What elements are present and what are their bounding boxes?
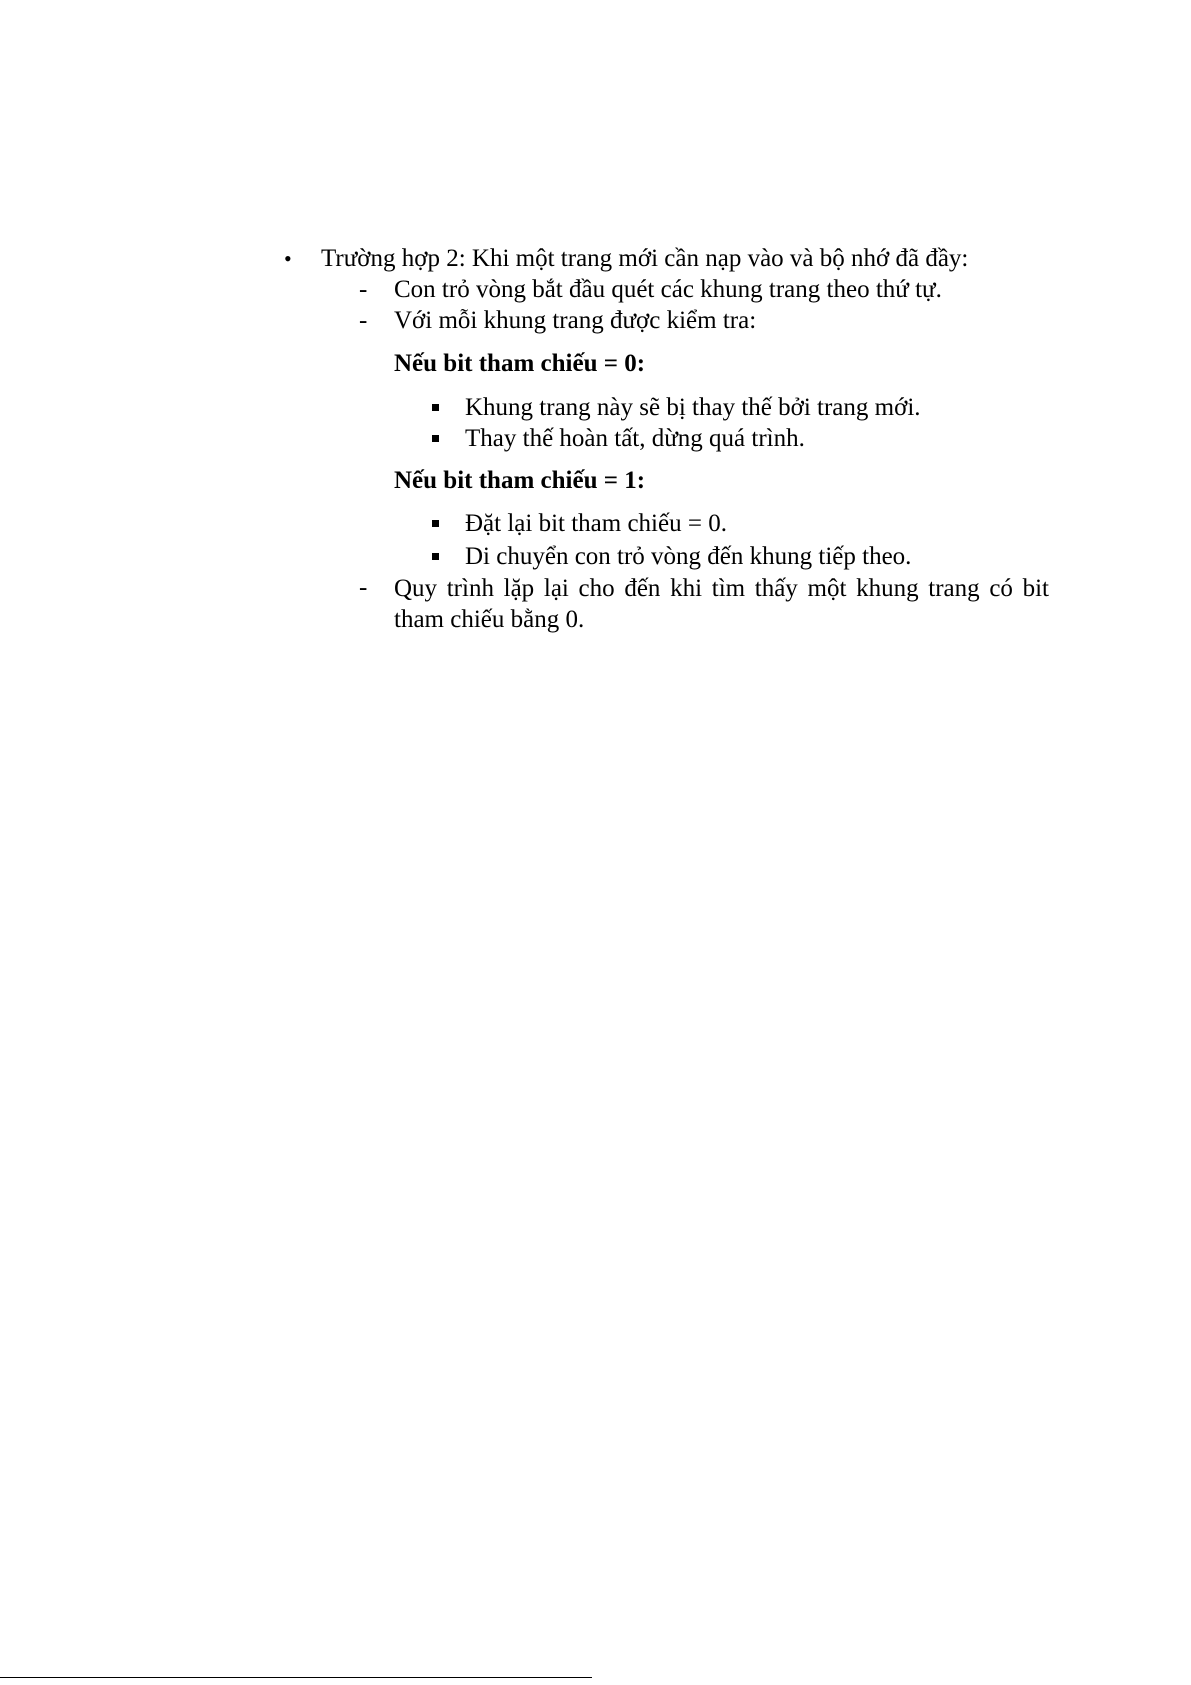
square-bullet-icon (432, 520, 439, 527)
step-2-text: Với mỗi khung trang được kiểm tra: (394, 307, 757, 334)
square-bullet-icon (432, 404, 439, 411)
dash-marker: - (359, 276, 368, 303)
dash-marker: - (359, 307, 368, 334)
bullet-dot: • (284, 246, 292, 271)
footer-divider (0, 1677, 592, 1678)
condition-zero-heading: Nếu bit tham chiếu = 0: (394, 350, 646, 377)
condition-zero-item: Thay thế hoàn tất, dừng quá trình. (465, 425, 805, 452)
condition-one-item: Di chuyển con trỏ vòng đến khung tiếp theo. (465, 543, 912, 570)
square-bullet-icon (432, 553, 439, 560)
square-bullet-icon (432, 435, 439, 442)
condition-one-item: Đặt lại bit tham chiếu = 0. (465, 510, 727, 537)
condition-one-heading: Nếu bit tham chiếu = 1: (394, 467, 646, 494)
condition-zero-item: Khung trang này sẽ bị thay thế bởi trang mới. (465, 394, 921, 421)
case-heading: Trường hợp 2: Khi một trang mới cần nạp vào và bộ nhớ đã đầy: (321, 245, 969, 272)
step-1-text: Con trỏ vòng bắt đầu quét các khung trang theo thứ tự. (394, 276, 942, 303)
step-3-text: Quy trình lặp lại cho đến khi tìm thấy một khung trang có bit tham chiếu bằng 0. (394, 575, 1049, 633)
dash-marker: - (359, 574, 368, 601)
